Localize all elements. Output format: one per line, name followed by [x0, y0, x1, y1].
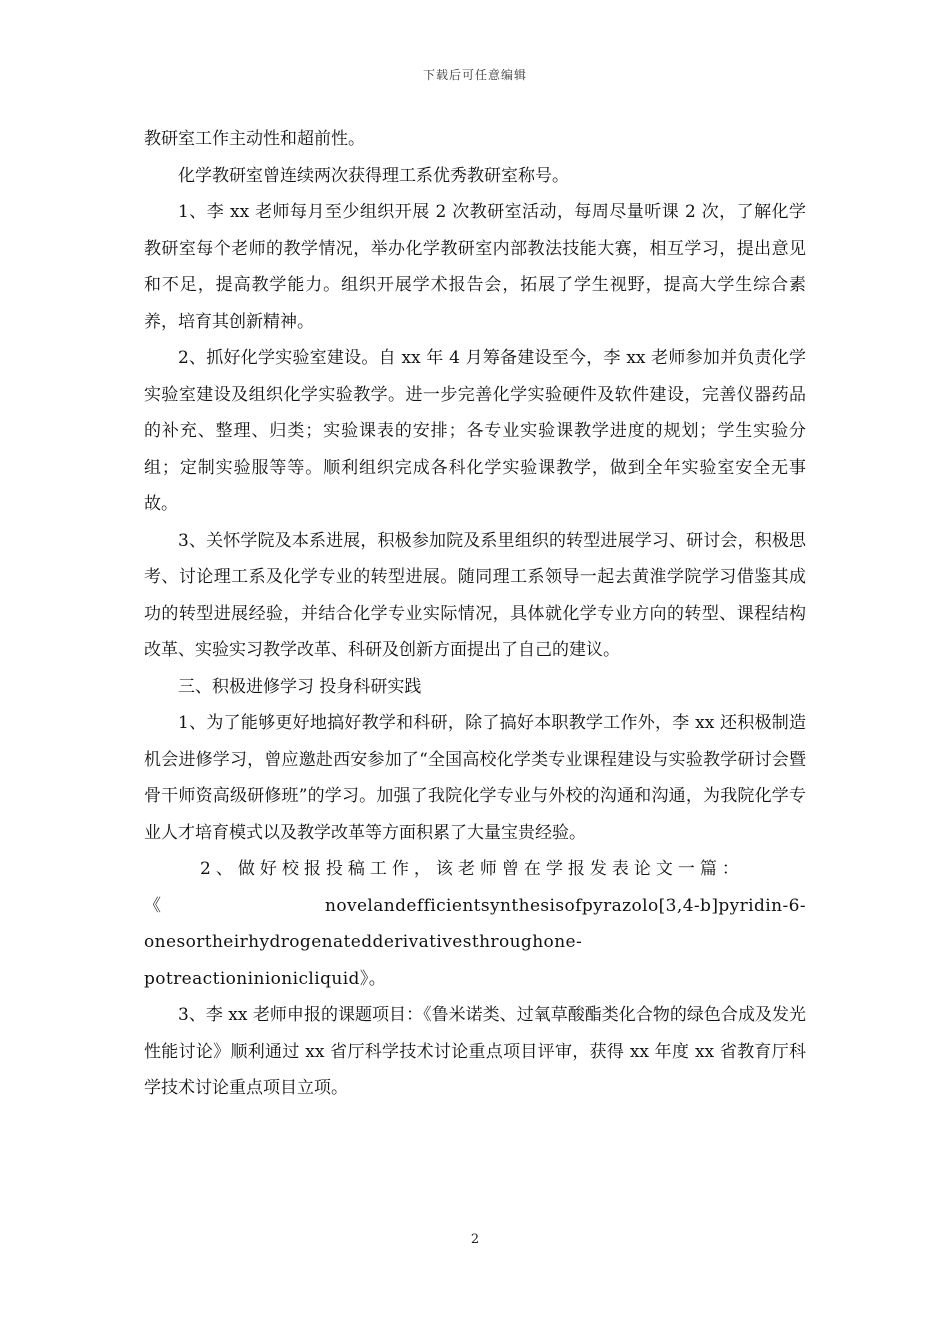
citation-open-mark: 《 [144, 895, 162, 916]
paragraph-continuation: 教研室工作主动性和超前性。 [144, 129, 365, 149]
page-number: 2 [470, 1232, 480, 1247]
paragraph-study-1: 1、为了能够更好地搞好教学和科研，除了搞好本职教学工作外，李 xx 还积极制造机会进修学习，曾应邀赴西安参加了“全国高校化学类专业课程建设与实验教学研讨会暨骨干师资高级研修班”的学习。加强了我院化学专业与外校的沟通和沟通，为我院化学专业人才培育模式以及教学改革等方面积累了大量宝贵经验。 [144, 713, 806, 843]
section-heading-3: 三、积极进修学习 投身科研实践 [178, 676, 422, 697]
paragraph-study-2: 2、做好校报投稿工作，该老师曾在学报发表论文一篇： [200, 859, 744, 879]
citation-line-2: onesortheirhydrogenatedderivativesthroughone- [144, 932, 583, 952]
document-body [144, 121, 806, 1107]
paragraph-item-1: 1、李 xx 老师每月至少组织开展 2 次教研室活动，每周尽量听课 2 次，了解化学教研室每个老师的教学情况，举办化学教研室内部教法技能大赛，相互学习，提出意见和不足，提高教学能力。组织开展学术报告会，拓展了学生视野，提高大学生综合素养，培育其创新精神。 [144, 202, 806, 332]
paragraph-item-3: 3、关怀学院及本系进展，积极参加院及系里组织的转型进展学习、研讨会，积极思考、讨论理工系及化学专业的转型进展。随同理工系领导一起去黄淮学院学习借鉴其成功的转型进展经验，并结合化学专业实际情况，具体就化学专业方向的转型、课程结构改革、实验实习教学改革、科研及创新方面提出了自己的建议。 [144, 530, 806, 660]
citation-title-part-1: novelandefficientsynthesisofpyrazolo[3,4-b]pyridin-6- [324, 895, 806, 916]
paragraph-item-2: 2、抓好化学实验室建设。自 xx 年 4 月筹备建设至今，李 xx 老师参加并负责化学实验室建设及组织化学实验教学。进一步完善化学实验硬件及软件建设，完善仪器药品的补充、整理、归类；实验课表的安排；各专业实验课教学进度的规划；学生实验分组；定制实验服等等。顺利组织完成各科化学实验课教学，做到全年实验室安全无事故。 [144, 348, 806, 514]
citation-block [144, 888, 806, 998]
paragraph-study-3: 3、李 xx 老师申报的课题项目：《鲁米诺类、过氧草酸酯类化合物的绿色合成及发光性能讨论》顺利通过 xx 省厅科学技术讨论重点项目评审，获得 xx 年度 xx 省教育厅科学技术讨论重点项目立项。 [144, 1005, 806, 1098]
paragraph-honor: 化学教研室曾连续两次获得理工系优秀教研室称号。 [178, 165, 569, 186]
citation-line-1 [144, 888, 806, 925]
page-header: 下载后可任意编辑 [422, 68, 527, 82]
citation-line-3: potreactioninionicliquid》。 [144, 968, 387, 989]
